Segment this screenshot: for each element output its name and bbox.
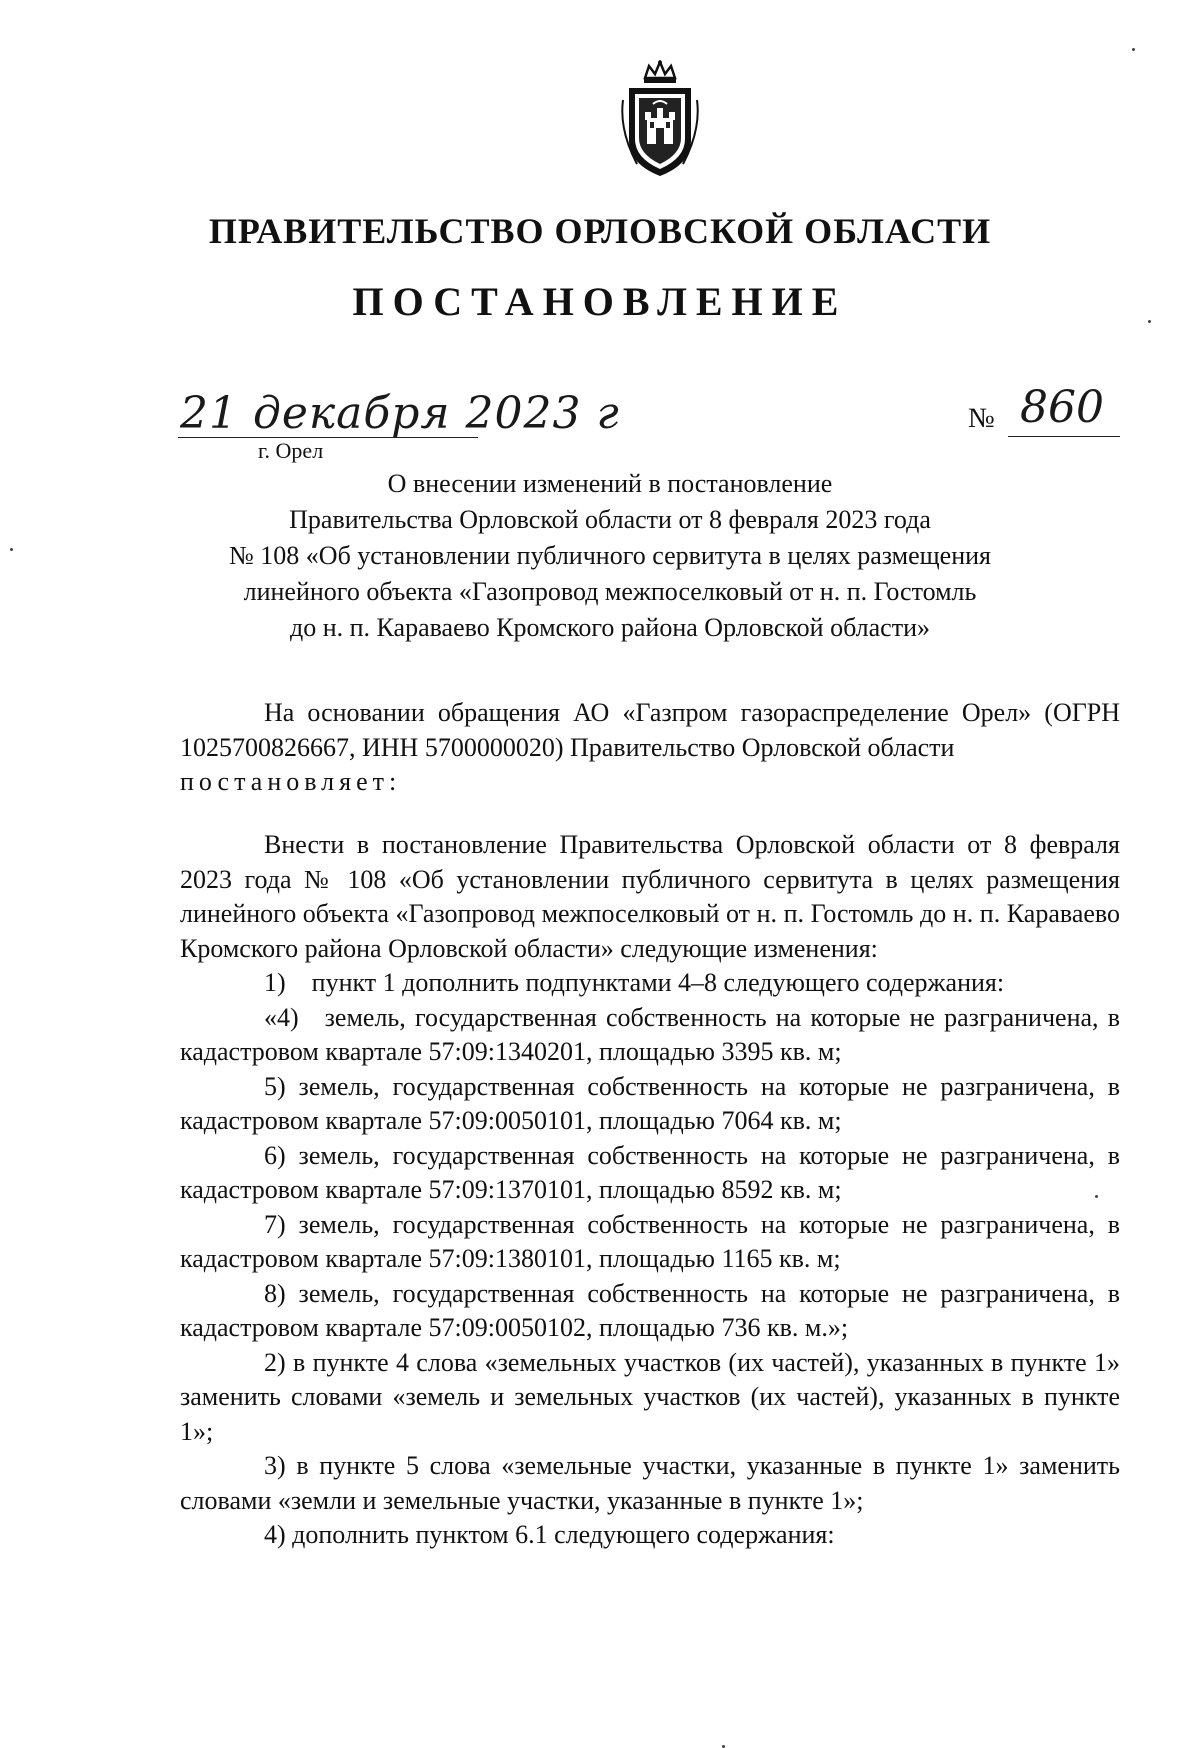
city-label: г. Орел [258,438,324,463]
body-item: 4) дополнить пунктом 6.1 следующего содержания: [264,1520,835,1549]
body-item: 7) земель, государственная собственность на которые не разграничена, в кадастровом квартале 57:09:1380101, площадью 1165 кв. м; [180,1209,1120,1273]
preamble-paragraph: На основании обращения АО «Газпром газораспределение Орел» (ОГРН 1025700826667, ИНН 5700000020) Правительство Орловской области [180,698,1120,762]
handwritten-number: 860 [1020,382,1104,433]
document-type-title: ПОСТАНОВЛЕНИЕ [352,279,848,324]
resolves-label: постановляет: [180,767,402,796]
orel-oblast-coat-of-arms-icon [615,60,705,180]
number-underline [1008,436,1120,437]
number-sign: № [968,403,995,434]
body-item: «4) земель, государственная собственность на которые не разграничена, в кадастровом квартале 57:09:1340201, площадью 3395 кв. м; [180,1002,1120,1066]
scan-speck [1132,48,1135,51]
body-item: 2) в пункте 4 слова «земельных участков (их частей), указанных в пункте 1» заменить словами «земель и земельных участков (их частей), указанных в пункте 1»; [180,1347,1120,1446]
scan-speck [1095,1195,1098,1198]
subject-line: до н. п. Караваево Кромского района Орловской области» [289,613,931,642]
subject-line: № 108 «Об установлении публичного сервитута в целях размещения [229,541,991,570]
government-title: ПРАВИТЕЛЬСТВО ОРЛОВСКОЙ ОБЛАСТИ [208,211,992,251]
scan-speck [10,548,13,551]
body-intro: Внести в постановление Правительства Орловской области от 8 февраля 2023 года № 108 «Об установлении публичного сервитута в целях размещения линейного объекта «Газопровод межпоселковый от н. п. Гостомль до н. п. Караваево Кромского района Орловской области» следующие изменения: [180,830,1120,963]
document-subject [170,466,1050,646]
handwritten-date: 21 декабря 2023 г [180,388,620,439]
body-item: 1) пункт 1 дополнить подпунктами 4–8 следующего содержания: [264,968,1005,997]
subject-line: линейного объекта «Газопровод межпоселковый от н. п. Гостомль [243,577,977,606]
body-item: 8) земель, государственная собственность на которые не разграничена, в кадастровом квартале 57:09:0050102, площадью 736 кв. м.»; [180,1278,1120,1342]
subject-line: Правительства Орловской области от 8 февраля 2023 года [289,505,931,534]
subject-line: О внесении изменений в постановление [387,469,833,498]
preamble [180,696,1120,800]
date-underline [178,437,478,438]
scan-speck [1148,320,1151,323]
body-item: 3) в пункте 5 слова «земельные участки, указанные в пункте 1» заменить словами «земли и земельные участки, указанные в пункте 1»; [180,1451,1120,1515]
body-item: 5) земель, государственная собственность на которые не разграничена, в кадастровом квартале 57:09:0050101, площадью 7064 кв. м; [180,1071,1120,1135]
resolution-body [180,828,1120,1553]
body-item: 6) земель, государственная собственность на которые не разграничена, в кадастровом квартале 57:09:1370101, площадью 8592 кв. м; [180,1140,1120,1204]
